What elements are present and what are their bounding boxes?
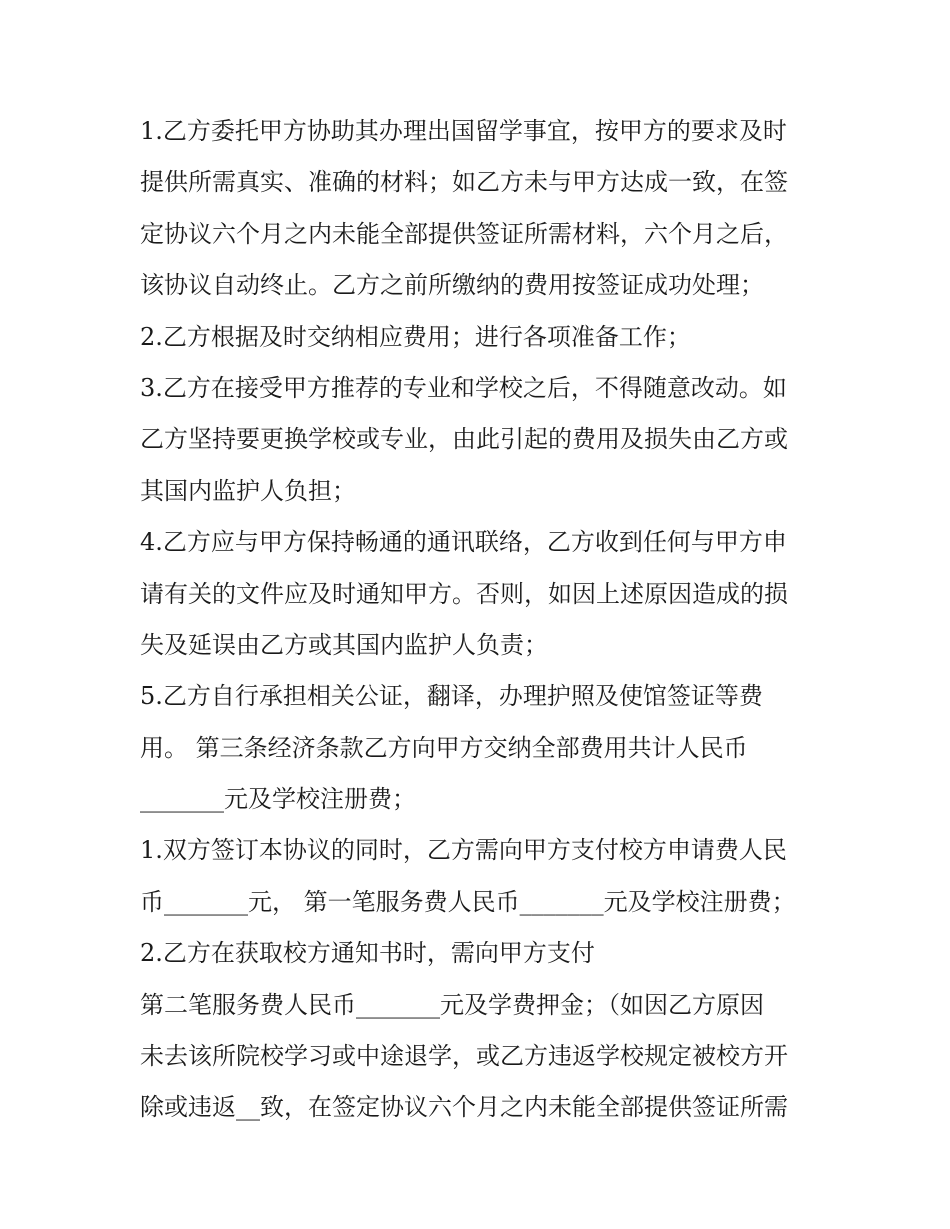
text-line: 4.乙方应与甲方保持畅通的通讯联络，乙方收到任何与甲方申: [140, 528, 787, 557]
text-line: 1.乙方委托甲方协助其办理出国留学事宜，按甲方的要求及时: [140, 117, 787, 145]
text-line: 请有关的文件应及时通知甲方。否则，如因上述原因造成的损: [140, 579, 788, 608]
text-line: 2.乙方在获取校方通知书时，需向甲方支付: [140, 939, 595, 968]
text-line: 3.乙方在接受甲方推荐的专业和学校之后，不得随意改动。如: [140, 373, 787, 402]
document-body: [140, 112, 820, 1140]
text-line: 其国内监护人负担；: [140, 476, 356, 505]
text-line: 第二笔服务费人民币_______元及学费押金；（如因乙方原因: [140, 990, 764, 1019]
text-line: 5.乙方自行承担相关公证，翻译，办理护照及使馆签证等费: [140, 682, 763, 711]
text-line: 1.双方签订本协议的同时，乙方需向甲方支付校方申请费人民: [140, 836, 787, 865]
text-line: 失及延误由乙方或其国内监护人负责；: [140, 630, 548, 659]
text-line: 未去该所院校学习或中途退学，或乙方违返学校规定被校方开: [140, 1042, 788, 1071]
text-line: 2.乙方根据及时交纳相应费用；进行各项准备工作；: [140, 322, 691, 351]
text-line: 该协议自动终止。乙方之前所缴纳的费用按签证成功处理；: [140, 271, 764, 300]
text-line: 除或违返__致，在签定协议六个月之内未能全部提供签证所需: [140, 1093, 788, 1122]
text-line: 提供所需真实、准确的材料；如乙方未与甲方达成一致，在签: [140, 168, 788, 197]
text-line: 乙方坚持要更换学校或专业，由此引起的费用及损失由乙方或: [140, 425, 788, 454]
text-line: 用。 第三条经济条款乙方向甲方交纳全部费用共计人民币: [140, 733, 748, 762]
text-line: 定协议六个月之内未能全部提供签证所需材料，六个月之后，: [140, 219, 788, 248]
text-line: _______元及学校注册费；: [140, 785, 416, 814]
text-line: 币_______元， 第一笔服务费人民币_______元及学校注册费；: [140, 887, 796, 916]
